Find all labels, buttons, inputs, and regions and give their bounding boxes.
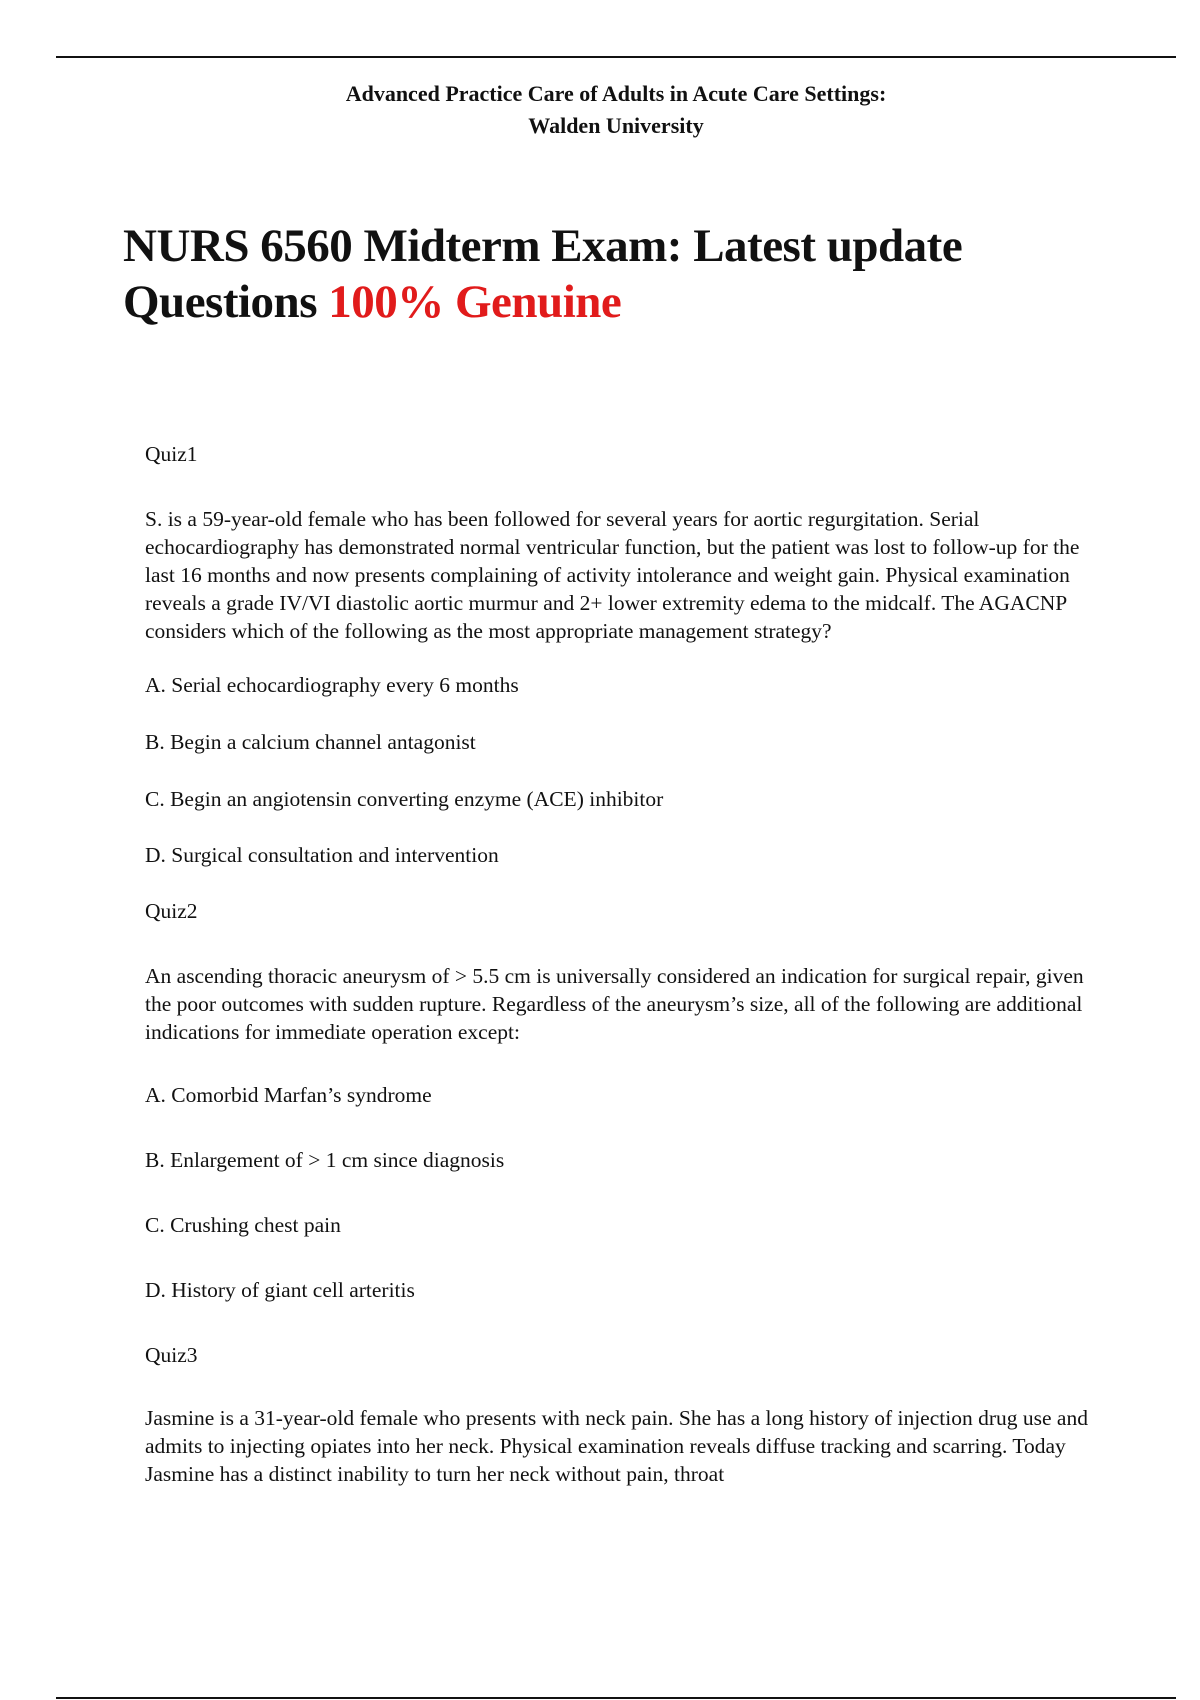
question-text: Jasmine is a 31-year-old female who presents with neck pain. She has a long history of injection drug use and admits to injecting opiates into her neck. Physical examination reveals diffuse tracking and scarring. Today Jasmine has a distinct inability to turn her neck without pain, throat bbox=[145, 1406, 1088, 1486]
institution-name: Walden University bbox=[528, 113, 704, 138]
document-title bbox=[123, 218, 1123, 330]
document-body bbox=[145, 440, 1095, 1488]
answer-option: B. Enlargement of > 1 cm since diagnosis bbox=[145, 1148, 505, 1172]
answer-option: C. Crushing chest pain bbox=[145, 1213, 341, 1237]
answer-option: D. Surgical consultation and intervention bbox=[145, 843, 499, 867]
quiz-label: Quiz2 bbox=[145, 899, 198, 923]
top-rule bbox=[56, 56, 1176, 58]
bottom-rule bbox=[56, 1697, 1176, 1699]
title-line-1: NURS 6560 Midterm Exam: Latest update bbox=[123, 220, 963, 272]
question-text: S. is a 59-year-old female who has been followed for several years for aortic regurgitation. Serial echocardiography has demonstrated normal ventricular function, but the patient was lost to follow-up for the last 16 months and now presents complaining of activity intolerance and weight gain. Physical examination reveals a grade IV/VI diastolic aortic murmur and 2+ lower extremity edema to the midcalf. The AGACNP considers which of the following as the most appropriate management strategy? bbox=[145, 507, 1080, 643]
quiz-label: Quiz1 bbox=[145, 442, 198, 466]
title-accent: 100% Genuine bbox=[328, 276, 622, 328]
answer-option: A. Comorbid Marfan’s syndrome bbox=[145, 1083, 432, 1107]
title-plain: Questions bbox=[123, 276, 317, 328]
document-header bbox=[0, 78, 1200, 142]
question-text: An ascending thoracic aneurysm of > 5.5 cm is universally considered an indication for surgical repair, given the poor outcomes with sudden rupture. Regardless of the aneurysm’s size, all of the following are additional indications for immediate operation except: bbox=[145, 964, 1084, 1044]
answer-option: D. History of giant cell arteritis bbox=[145, 1278, 415, 1302]
answer-option: A. Serial echocardiography every 6 months bbox=[145, 673, 519, 697]
answer-option: B. Begin a calcium channel antagonist bbox=[145, 730, 476, 754]
title-line-2 bbox=[123, 274, 1123, 330]
answer-option: C. Begin an angiotensin converting enzyme (ACE) inhibitor bbox=[145, 787, 664, 811]
quiz-label: Quiz3 bbox=[145, 1343, 198, 1367]
course-title: Advanced Practice Care of Adults in Acute Care Settings: bbox=[345, 81, 887, 106]
